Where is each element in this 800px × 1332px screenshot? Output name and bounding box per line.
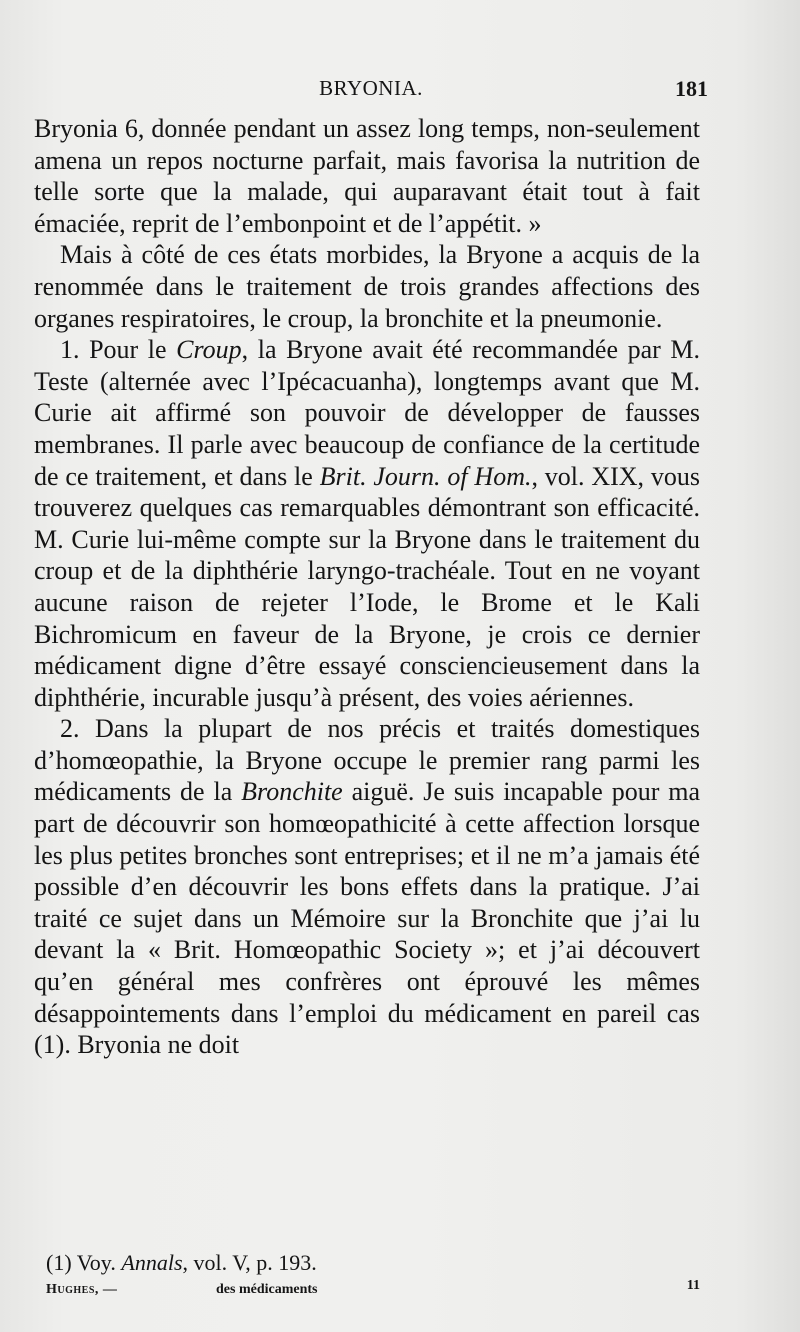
text-run: aiguë. Je suis incapable pour ma part de découvrir son homœopathicité à cette affection lorsque les plus petites bronches sont entreprises; et il ne m’a jamais été possible d’en découvrir les bons effets dans la pratique. J’ai traité ce sujet dans un Mémoire sur la Bronchite que j’ai lu devant la « Brit. Homœopathic Society »; et j’ai découvert qu’en général mes confrères ont éprouvé les mêmes désappointements dans l’emploi du médicament en pareil cas (1). Bryonia ne doit bbox=[34, 777, 701, 1060]
italic-run: Bronchite bbox=[241, 777, 343, 807]
paragraph-1 bbox=[34, 113, 700, 239]
footnote-italic: Annals bbox=[121, 1250, 183, 1275]
paragraph-3 bbox=[34, 334, 700, 713]
text-run: , vol. XIX, vous trouverez quelques cas remarquables démontrant son efficacité. M. Curie lui-même compte sur la Bryone dans le traitement du croup et de la diphthérie laryngo-trachéale. Tout en ne voyant aucune raison de rejeter l’Iode, le Brome et le Kali Bichromicum en faveur de la Bryone, je crois ce dernier médicament digne d’être essayé consciencieusement dans la diphthérie, incurable jusqu’à présent, des voies aériennes. bbox=[34, 461, 700, 712]
footnote-text-before: Voy. bbox=[71, 1250, 122, 1275]
signature-sheet-number: 11 bbox=[686, 1278, 700, 1293]
text-run: 1. Pour le bbox=[60, 335, 177, 365]
paragraph-4 bbox=[34, 713, 700, 1061]
italic-run: Croup bbox=[176, 335, 242, 365]
footnote-marker: (1) bbox=[46, 1250, 72, 1275]
text-run: Bryonia 6, donnée pendant un assez long temps, non-seulement amena un repos nocturne parfait, mais favorisa la nutrition de telle sorte que la malade, qui auparavant était tout à fait émaciée, reprit de l’embonpoint et de l’appétit. » bbox=[34, 114, 700, 238]
running-title: BRYONIA. bbox=[319, 76, 423, 100]
text-run: , la Bryone avait été recommandée par M. Teste (alternée avec l’Ipécacuanha), longtemps avant que M. Curie ait affirmé son pouvoir de développer de fausses membranes. Il parle avec beaucoup de confiance de la certitude de ce traitement, et dans le bbox=[34, 335, 700, 491]
text-run: Mais à côté de ces états morbides, la Bryone a acquis de la renommée dans le traitement de trois grandes affections des organes respiratoires, le croup, la bronchite et la pneumonie. bbox=[34, 240, 700, 333]
footnote-text-after: , vol. V, p. 193. bbox=[182, 1250, 317, 1275]
footnote bbox=[46, 1250, 317, 1276]
body-text bbox=[34, 113, 700, 1061]
page-header bbox=[34, 72, 708, 108]
text-run: 2. Dans la plupart de nos précis et traités domestiques d’homœopathie, la Bryone occupe le premier rang parmi les médicaments de la bbox=[34, 714, 700, 807]
italic-run: Brit. Journ. of Hom. bbox=[319, 461, 532, 491]
printer-signature bbox=[46, 1278, 700, 1306]
signature-title: des médicaments bbox=[216, 1282, 318, 1297]
signature-author: Hughes, — bbox=[46, 1282, 118, 1297]
paragraph-2 bbox=[34, 239, 700, 334]
page-number: 181 bbox=[675, 76, 708, 101]
